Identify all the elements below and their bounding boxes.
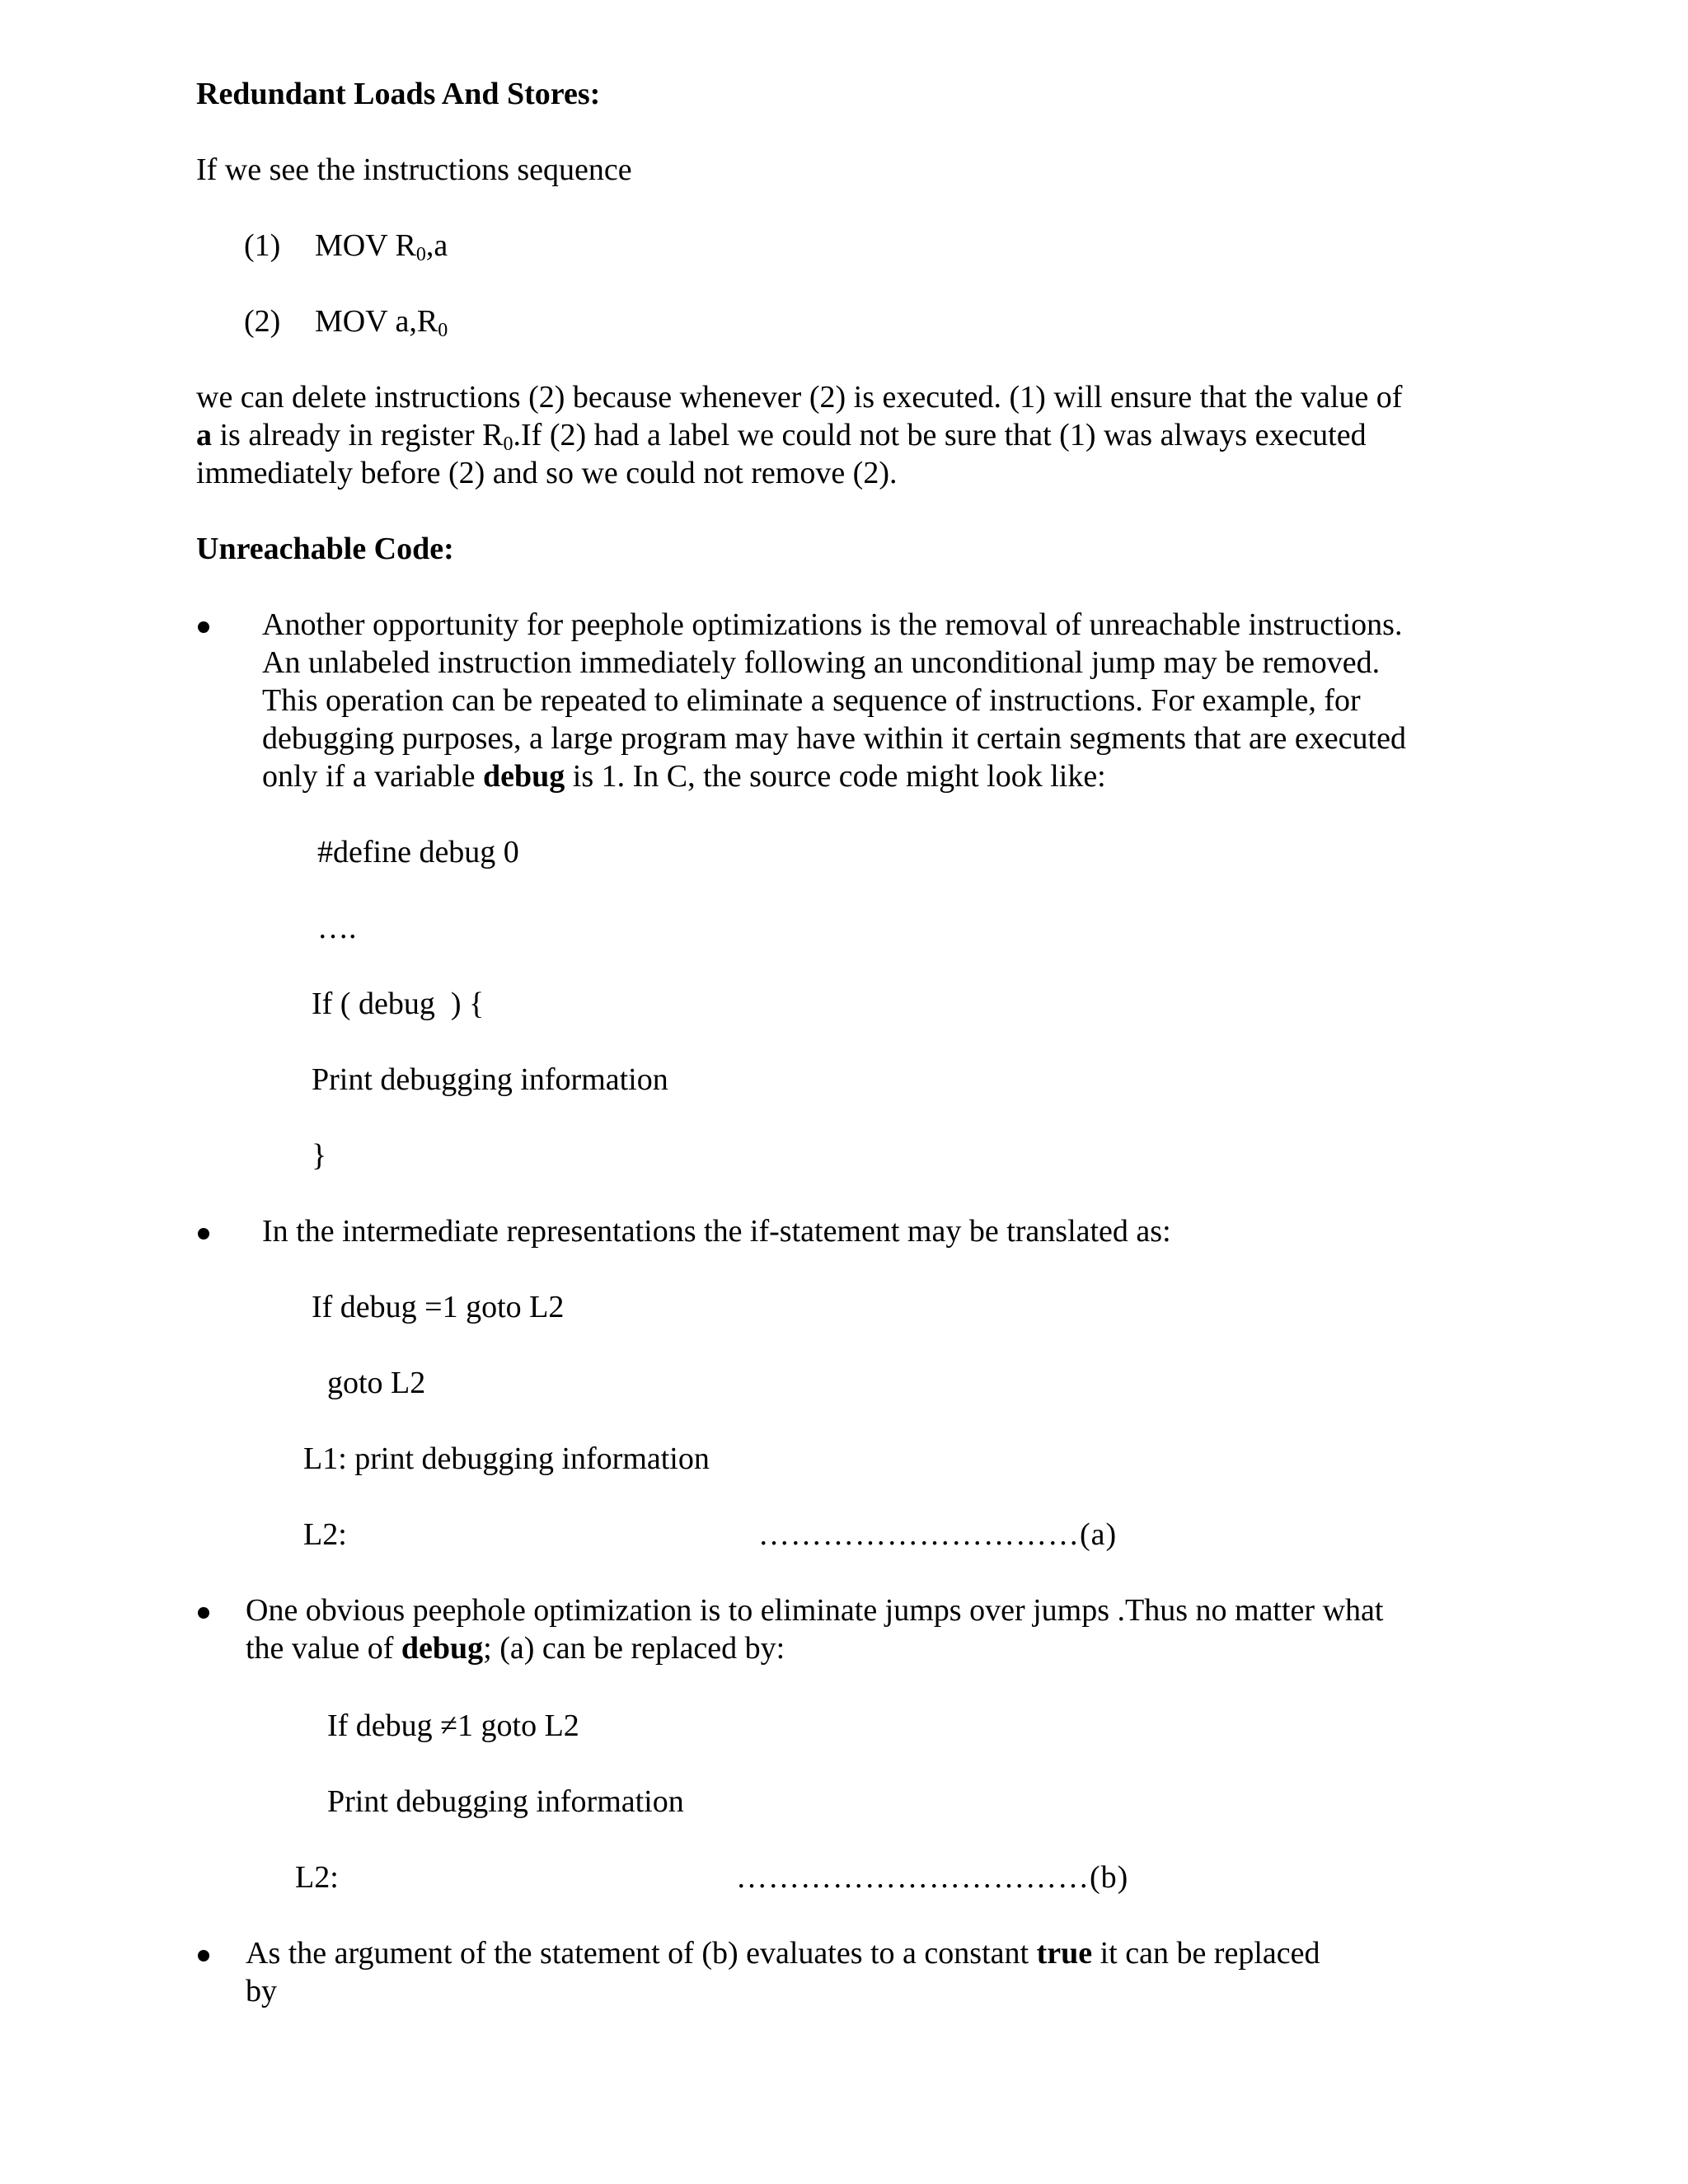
bullet-4-line-2: by: [246, 1974, 277, 2008]
bullet-1-line-3: This operation can be repeated to eliminate a sequence of instructions. For example, for: [262, 683, 1361, 718]
bullet-icon: [198, 1228, 209, 1240]
instruction-1-text: MOV R: [315, 228, 416, 263]
bullet-4-paragraph: [246, 1934, 1465, 2010]
code-line-if: If ( debug ) {: [312, 987, 485, 1021]
instruction-1-end: ,a: [425, 228, 448, 263]
bullet-1-line-5-a: only if a variable: [262, 759, 484, 794]
optimized-line-3-reference: ……………………………(b): [736, 1860, 1129, 1895]
bullet-1-line-2: An unlabeled instruction immediately following an unconditional jump may be removed.: [262, 645, 1381, 680]
instruction-2-number: (2): [244, 304, 281, 339]
register-subscript: 0: [503, 434, 513, 455]
section-heading-unreachable: Unreachable Code:: [196, 532, 454, 566]
bullet-4-line-1-a: As the argument of the statement of (b) evaluates to a constant: [246, 1936, 1037, 1971]
optimized-line-2: Print debugging information: [327, 1784, 684, 1819]
redundant-paragraph-line-3: immediately before (2) and so we could not remove (2).: [196, 456, 898, 490]
bullet-1-line-4: debugging purposes, a large program may have within it certain segments that are executed: [262, 721, 1406, 756]
bullet-4-line-1-b: it can be replaced: [1092, 1936, 1320, 1971]
instruction-1-subscript: 0: [415, 244, 426, 265]
bullet-3-line-2: [246, 1629, 1465, 1667]
optimized-line-1: If debug ≠1 goto L2: [327, 1708, 579, 1743]
code-line-ellipsis: ….: [317, 911, 357, 945]
bullet-2-text: In the intermediate representations the if-statement may be translated as:: [262, 1214, 1171, 1249]
bullet-3-paragraph: [246, 1591, 1465, 1667]
ir-line-4-label: L2:: [303, 1517, 347, 1552]
ir-line-2: goto L2: [327, 1366, 426, 1400]
code-line-define: #define debug 0: [317, 835, 519, 869]
code-line-close-brace: }: [312, 1138, 327, 1173]
redundant-paragraph: [196, 378, 1465, 492]
instruction-2-text: MOV a,R: [315, 304, 438, 339]
variable-debug: debug: [401, 1631, 484, 1666]
instruction-2: [315, 302, 448, 340]
redundant-paragraph-line-2: [196, 416, 1465, 454]
bullet-1-line-1: Another opportunity for peephole optimizations is the removal of unreachable instructions.: [262, 607, 1403, 642]
section-heading-redundant: Redundant Loads And Stores:: [196, 77, 601, 111]
bullet-3-line-1: One obvious peephole optimization is to eliminate jumps over jumps .Thus no matter what: [246, 1593, 1384, 1628]
bullet-icon: [198, 1950, 209, 1961]
code-line-print: Print debugging information: [312, 1062, 668, 1097]
optimized-line-3-label: L2:: [295, 1860, 339, 1895]
variable-a: a: [196, 418, 212, 452]
ir-line-3: L1: print debugging information: [303, 1441, 710, 1476]
redundant-paragraph-line-2-a: is already in register R: [212, 418, 504, 452]
bullet-1-line-5-b: is 1. In C, the source code might look like:: [565, 759, 1106, 794]
instruction-1-number: (1): [244, 228, 281, 263]
bullet-icon: [198, 1607, 209, 1619]
bullet-1-line-5: [262, 757, 1465, 795]
constant-true: true: [1036, 1936, 1093, 1971]
instruction-1: [315, 227, 448, 265]
redundant-paragraph-line-1: we can delete instructions (2) because whenever (2) is executed. (1) will ensure that the value of: [196, 380, 1403, 415]
bullet-3-line-2-b: ; (a) can be replaced by:: [483, 1631, 785, 1666]
bullet-icon: [198, 621, 209, 633]
ir-line-1: If debug =1 goto L2: [312, 1290, 565, 1324]
instruction-2-subscript: 0: [438, 320, 448, 341]
bullet-4-line-1: [246, 1934, 1465, 1972]
variable-debug: debug: [483, 759, 565, 794]
redundant-paragraph-line-2-b: .If (2) had a label we could not be sure that (1) was always executed: [513, 418, 1367, 452]
ir-line-4-reference: …………………………(a): [758, 1517, 1118, 1552]
bullet-1-paragraph: [262, 606, 1465, 795]
intro-text: If we see the instructions sequence: [196, 152, 632, 187]
bullet-3-line-2-a: the value of: [246, 1631, 401, 1666]
